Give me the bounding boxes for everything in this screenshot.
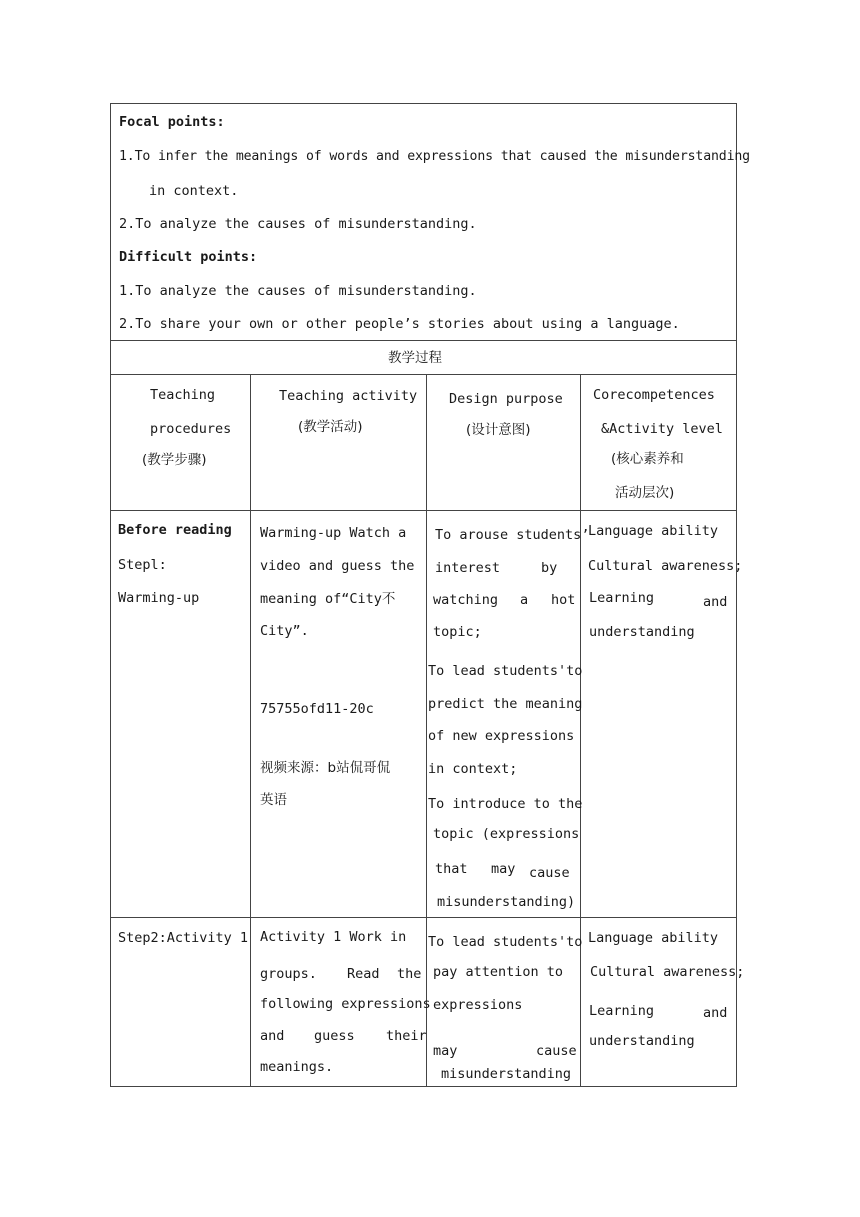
competence-text: Language ability <box>588 930 719 946</box>
step-label: Step2:Activity 1 <box>118 930 249 946</box>
activity-text: meaning of“City不 <box>260 591 396 607</box>
purpose-text: interest <box>435 560 501 576</box>
header-purpose: Design purpose <box>449 391 563 407</box>
activity-text: following expressions <box>260 996 431 1012</box>
purpose-text: pay attention to <box>433 964 564 980</box>
header-activity: (教学活动) <box>298 419 363 435</box>
purpose-text: misunderstanding) <box>437 894 576 910</box>
table-rule <box>110 374 737 375</box>
competence-text: understanding <box>589 1033 695 1049</box>
activity-text: Activity 1 Work in <box>260 929 407 945</box>
competence-text: Learning <box>589 1003 655 1019</box>
activity-text: guess <box>314 1028 355 1044</box>
table-rule <box>426 374 427 1087</box>
header-competences: (核心素养和 <box>611 451 684 467</box>
header-competences: 活动层次) <box>615 485 675 501</box>
focal-point-1-cont: in context. <box>149 183 239 199</box>
purpose-text: To lead students'to <box>428 663 583 679</box>
competence-text: Learning <box>589 590 655 606</box>
header-activity: Teaching activity <box>279 388 418 404</box>
purpose-text: that <box>435 861 468 877</box>
table-rule <box>250 374 251 1087</box>
competence-text: and <box>703 1005 728 1021</box>
competence-text: Cultural awareness; <box>588 558 743 574</box>
purpose-text: in context; <box>428 761 518 777</box>
table-rule <box>110 917 737 918</box>
competence-text: Cultural awareness; <box>590 964 745 980</box>
purpose-text: misunderstanding <box>441 1066 572 1082</box>
header-procedures: procedures <box>150 421 232 437</box>
video-source: 视频来源：b站侃哥侃 <box>260 760 391 776</box>
section-title: 教学过程 <box>388 350 442 366</box>
header-purpose: (设计意图) <box>466 422 531 438</box>
step-label: Stepl: <box>118 557 167 573</box>
purpose-text: To lead students'to <box>428 934 583 950</box>
activity-text: Read <box>347 966 380 982</box>
step-label: Warming-up <box>118 590 200 606</box>
purpose-text: expressions <box>433 997 523 1013</box>
header-procedures: (教学步骤) <box>142 452 207 468</box>
activity-text: meanings. <box>260 1059 334 1075</box>
purpose-text: cause <box>529 865 570 881</box>
purpose-text: To introduce to the <box>428 796 583 812</box>
focal-points-heading: Focal points: <box>119 114 225 130</box>
purpose-text: cause <box>536 1043 577 1059</box>
purpose-text: of new expressions <box>428 728 575 744</box>
header-competences: &Activity level <box>601 421 723 437</box>
purpose-text: topic (expressions <box>433 826 580 842</box>
table-rule <box>110 340 737 341</box>
activity-text: and <box>260 1028 285 1044</box>
purpose-text: a <box>520 592 529 608</box>
step-title: Before reading <box>118 522 232 538</box>
activity-text: groups. <box>260 966 317 982</box>
purpose-text: topic; <box>433 624 482 640</box>
table-rule <box>580 374 581 1087</box>
purpose-text: To arouse students’ <box>435 527 590 543</box>
activity-text: their <box>386 1028 427 1044</box>
activity-text: City”. <box>260 623 309 639</box>
competence-text: understanding <box>589 624 695 640</box>
focal-point-1: 1.To infer the meanings of words and expressions that caused the misunderstanding <box>119 149 750 164</box>
competence-text: Language ability <box>588 523 719 539</box>
video-id: 75755ofd11-20c <box>260 701 374 717</box>
purpose-text: may <box>433 1043 458 1059</box>
activity-text: video and guess the <box>260 558 415 574</box>
focal-point-2: 2.To analyze the causes of misunderstanding. <box>119 216 477 232</box>
purpose-text: watching <box>433 592 499 608</box>
difficult-points-heading: Difficult points: <box>119 249 258 265</box>
table-rule <box>110 510 737 511</box>
activity-text: Warming-up Watch a <box>260 525 407 541</box>
header-procedures: Teaching <box>150 387 216 403</box>
competence-text: and <box>703 594 728 610</box>
purpose-text: by <box>541 560 558 576</box>
purpose-text: predict the meaning <box>428 696 583 712</box>
difficult-point-2: 2.To share your own or other people’s stories about using a language. <box>119 316 680 332</box>
purpose-text: hot <box>551 592 576 608</box>
difficult-point-1: 1.To analyze the causes of misunderstanding. <box>119 283 477 299</box>
video-source: 英语 <box>260 792 287 808</box>
header-competences: Corecompetences <box>593 387 715 403</box>
activity-text: the <box>397 966 422 982</box>
purpose-text: may <box>491 861 516 877</box>
